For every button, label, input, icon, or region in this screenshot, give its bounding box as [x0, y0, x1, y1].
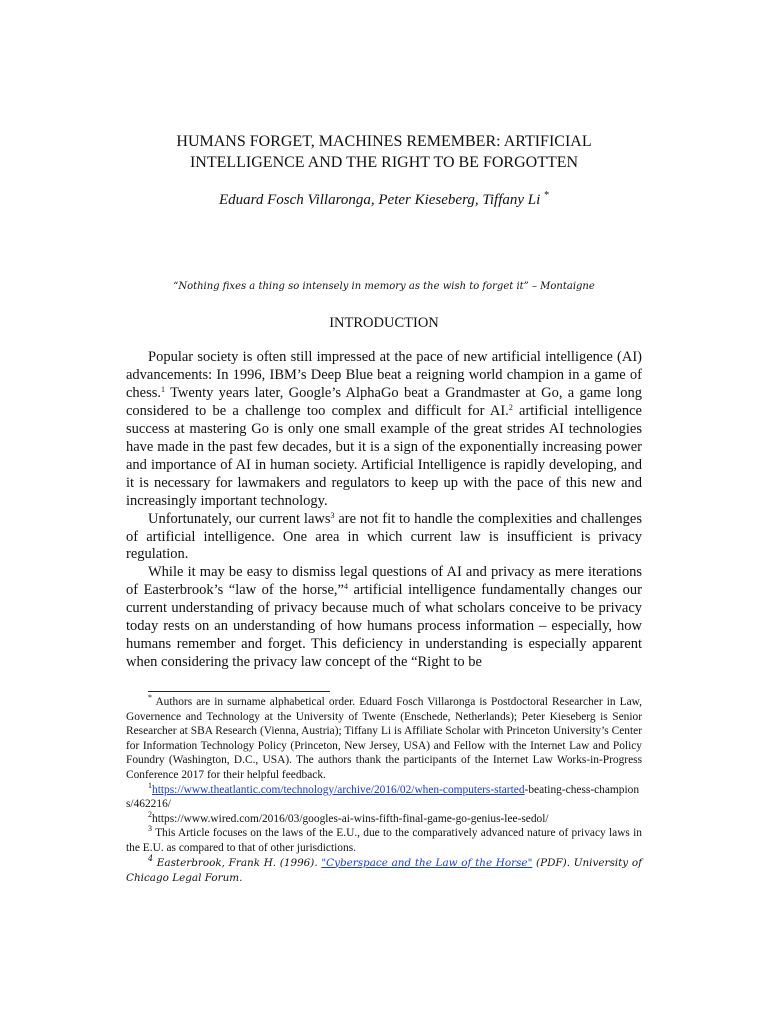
footnote-2-text: https://www.wired.com/2016/03/googles-ai-wins-fifth-final-game-go-genius-lee-sedol/	[152, 812, 549, 825]
paragraph-2	[126, 511, 642, 565]
paper-title	[126, 131, 642, 173]
footnote-ref-2: 2	[508, 402, 513, 412]
p2-text-b: are not fit to handle the complexities and challenges of artificial intelligence. One area in which current law is insufficient is privacy regulation.	[126, 510, 643, 563]
author-list	[126, 190, 642, 210]
footnote-star-text: Authors are in surname alphabetical order. Eduard Fosch Villaronga is Postdoctoral Researcher in Law, Governence and Technology at the University of Twente (Enschede, Netherlands); Peter Kieseberg is Senior Researcher at SBA Research (Vienna, Austria); Tiffany Li is Affiliate Scholar with Princeton University’s Center for Information Technology Policy (Princeton, New Jersey, USA) and Fellow with the Internet Law and Policy Foundry (Washington, D.C., USA). The authors thank the participants of the Internet Law Works-in-Progress Conference 2017 for their helpful feedback.	[126, 696, 642, 781]
p3-text-b: artificial intelligence fundamentally changes our current understanding of privacy because much of what scholars conceive to be privacy today rests on an understanding of how humans process information – especially, how humans remember and forget. This deficiency in understanding is especially apparent when considering the privacy law concept of the “Right to be	[126, 582, 642, 671]
p1-text-c: artificial intelligence success at mastering Go is only one small example of the great strides AI technologies have made in the past few decades, but it is a sign of the exponentially increasing power and importance of AI in human society. Artificial Intelligence is rapidly developing, and it is necessary for lawmakers and regulators to keep up with the pace of this new and increasingly important technology.	[126, 402, 642, 509]
paragraph-3	[126, 564, 642, 672]
footnote-4	[126, 853, 642, 886]
footnote-ref-4: 4	[343, 582, 348, 592]
footnote-2-mark: 2	[148, 809, 152, 819]
epigraph-quote: “Nothing fixes a thing so intensely in memory as the wish to forget it” – Montaigne	[173, 281, 595, 292]
footnote-ref-1: 1	[161, 384, 166, 394]
footnotes	[126, 695, 642, 886]
footnote-4-mark: 4	[148, 853, 154, 863]
footnote-3	[126, 826, 642, 855]
title-line-1: HUMANS FORGET, MACHINES REMEMBER: ARTIFICIAL	[176, 133, 592, 150]
footnote-star	[126, 695, 642, 783]
footnote-1	[126, 780, 642, 812]
author-footnote-mark: *	[544, 190, 550, 201]
footnote-4-link[interactable]: "Cyberspace and the Law of the Horse"	[321, 856, 533, 869]
footnote-1-rest: -beating-chess-champions/462216/	[126, 783, 640, 811]
footnote-star-mark: *	[148, 693, 152, 702]
body-text	[126, 349, 642, 672]
p1-text-b: Twenty years later, Google’s AlphaGo beat a Grandmaster at Go, a game long considered to be a challenge too complex and difficult for AI.	[126, 384, 642, 419]
footnote-2	[126, 809, 642, 827]
p2-text-a: Unfortunately, our current laws	[148, 510, 331, 527]
footnote-1-link[interactable]: https://www.theatlantic.com/technology/archive/2016/02/when-computers-started	[152, 783, 525, 796]
p1-text-a: Popular society is often still impressed at the pace of new artificial intelligence (AI) advancements: In 1996, IBM’s Deep Blue beat a reigning world champion in a game of chess.	[126, 349, 642, 401]
p3-text-a: While it may be easy to dismiss legal questions of AI and privacy as mere iterations of Easterbrook’s “law of the horse,”	[126, 564, 642, 599]
footnote-4-pre: Easterbrook, Frank H. (1996).	[153, 856, 322, 869]
section-heading: INTRODUCTION	[329, 315, 439, 331]
title-line-2: INTELLIGENCE AND THE RIGHT TO BE FORGOTTEN	[189, 154, 579, 171]
paragraph-1	[126, 349, 642, 511]
footnote-3-text: This Article focuses on the laws of the E.U., due to the comparatively advanced nature of privacy laws in the E.U. as compared to that of other jurisdictions.	[126, 827, 642, 854]
footnote-4-post: (PDF). University of Chicago Legal Forum.	[126, 856, 642, 884]
footnote-1-mark: 1	[148, 780, 152, 790]
footnote-ref-3: 3	[330, 510, 335, 520]
footnote-3-mark: 3	[148, 824, 152, 834]
footnote-divider	[148, 691, 330, 692]
author-names: Eduard Fosch Villaronga, Peter Kieseberg, Tiffany Li	[218, 192, 541, 208]
